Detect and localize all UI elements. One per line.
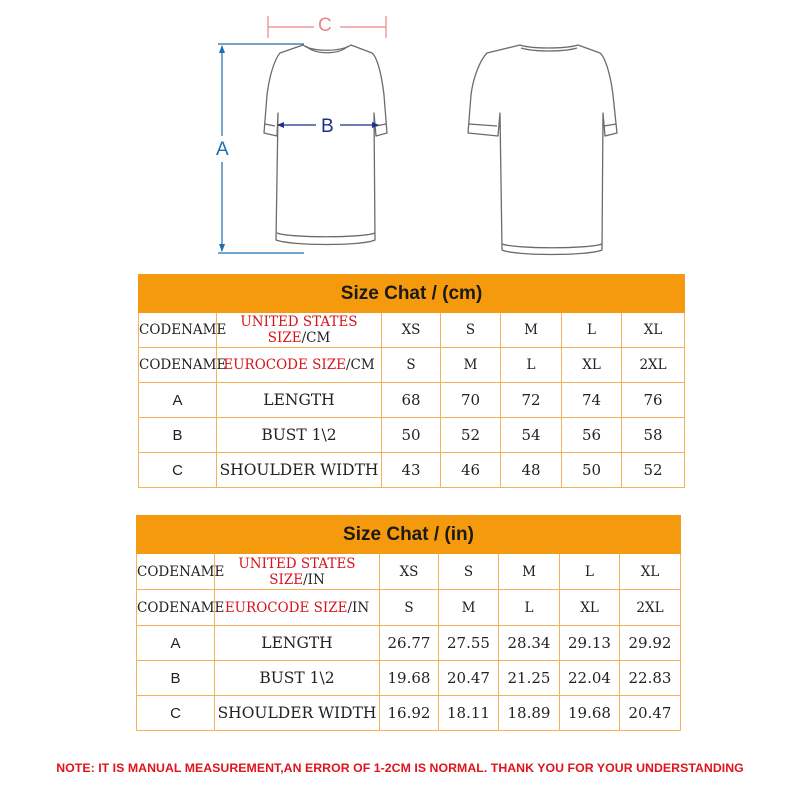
measure-value: 74 [562,383,622,418]
measure-value: 18.11 [439,696,499,731]
size-system-unit: /IN [347,599,370,616]
size-cell: L [560,554,620,590]
tshirt-front-icon [264,45,387,245]
measure-value: 28.34 [499,626,560,661]
measure-value: 58 [622,418,685,453]
size-system-name: UNITED STATES SIZE [240,314,358,346]
size-system-cell [215,590,380,626]
measure-value: 48 [501,453,562,488]
size-cell: M [499,554,560,590]
measure-value: 22.83 [620,661,681,696]
measure-value: 18.89 [499,696,560,731]
measure-name: SHOULDER WIDTH [217,453,382,488]
size-chart-cm [138,274,685,488]
measure-value: 29.13 [560,626,620,661]
size-chart-in [136,515,681,731]
measure-value: 19.68 [560,696,620,731]
measure-value: 56 [562,418,622,453]
size-cell: M [439,590,499,626]
codename-cell: CODENAME [139,313,217,348]
measure-value: 20.47 [620,696,681,731]
measure-value: 68 [382,383,441,418]
size-cell: XL [560,590,620,626]
size-system-unit: /CM [301,330,331,346]
us-size-row [137,554,681,590]
measure-value: 20.47 [439,661,499,696]
size-system-cell [217,348,382,383]
tshirt-illustration [0,0,800,270]
measure-name: LENGTH [217,383,382,418]
measure-value: 19.68 [380,661,439,696]
size-cell: S [382,348,441,383]
size-cell: L [499,590,560,626]
size-cell: S [441,313,501,348]
size-system-name: UNITED STATES SIZE [238,555,356,588]
measure-letter: B [139,418,217,453]
measure-value: 22.04 [560,661,620,696]
size-cell: XS [382,313,441,348]
measure-name: BUST 1\2 [215,661,380,696]
size-system-name: EUROCODE SIZE [223,357,346,373]
label-c: C [318,15,332,36]
measure-value: 26.77 [380,626,439,661]
size-cell: XL [620,554,681,590]
measurement-note: NOTE: IT IS MANUAL MEASUREMENT,AN ERROR OF 1-2CM IS NORMAL. THANK YOU FOR YOUR UNDERSTANDING [56,761,744,775]
measure-value: 27.55 [439,626,499,661]
measure-letter: A [137,626,215,661]
codename-cell: CODENAME [137,590,215,626]
size-system-cell [217,313,382,348]
codename-cell: CODENAME [137,554,215,590]
table-title: Size Chat / (in) [137,516,681,554]
codename-cell: CODENAME [139,348,217,383]
measure-value: 50 [382,418,441,453]
measure-letter: B [137,661,215,696]
size-cell: XS [380,554,439,590]
size-system-unit: /IN [303,571,325,588]
measure-value: 54 [501,418,562,453]
measure-value: 72 [501,383,562,418]
us-size-row [139,313,685,348]
measure-value: 52 [441,418,501,453]
size-cell: S [380,590,439,626]
size-cell: M [501,313,562,348]
size-system-name: EUROCODE SIZE [224,599,348,616]
measure-value: 29.92 [620,626,681,661]
length-row [137,626,681,661]
size-cell: 2XL [622,348,685,383]
size-cell: M [441,348,501,383]
size-cell: 2XL [620,590,681,626]
size-cell: L [501,348,562,383]
size-cell: XL [622,313,685,348]
measure-name: LENGTH [215,626,380,661]
measure-value: 52 [622,453,685,488]
measure-value: 46 [441,453,501,488]
measure-value: 21.25 [499,661,560,696]
tshirt-diagram [0,0,800,270]
measure-value: 70 [441,383,501,418]
label-b: B [321,116,334,137]
size-cell: L [562,313,622,348]
eu-size-row [139,348,685,383]
eu-size-row [137,590,681,626]
size-cell: XL [562,348,622,383]
size-cell: S [439,554,499,590]
shoulder-row [139,453,685,488]
measure-value: 50 [562,453,622,488]
bust-row [139,418,685,453]
measure-letter: A [139,383,217,418]
measure-value: 16.92 [380,696,439,731]
tshirt-back-icon [468,45,617,255]
label-a: A [216,139,229,160]
shoulder-row [137,696,681,731]
measure-letter: C [139,453,217,488]
measure-value: 43 [382,453,441,488]
size-system-unit: /CM [345,357,375,373]
size-system-cell [215,554,380,590]
measure-name: SHOULDER WIDTH [215,696,380,731]
measure-name: BUST 1\2 [217,418,382,453]
measure-letter: C [137,696,215,731]
length-row [139,383,685,418]
measure-value: 76 [622,383,685,418]
bust-row [137,661,681,696]
table-title: Size Chat / (cm) [139,275,685,313]
